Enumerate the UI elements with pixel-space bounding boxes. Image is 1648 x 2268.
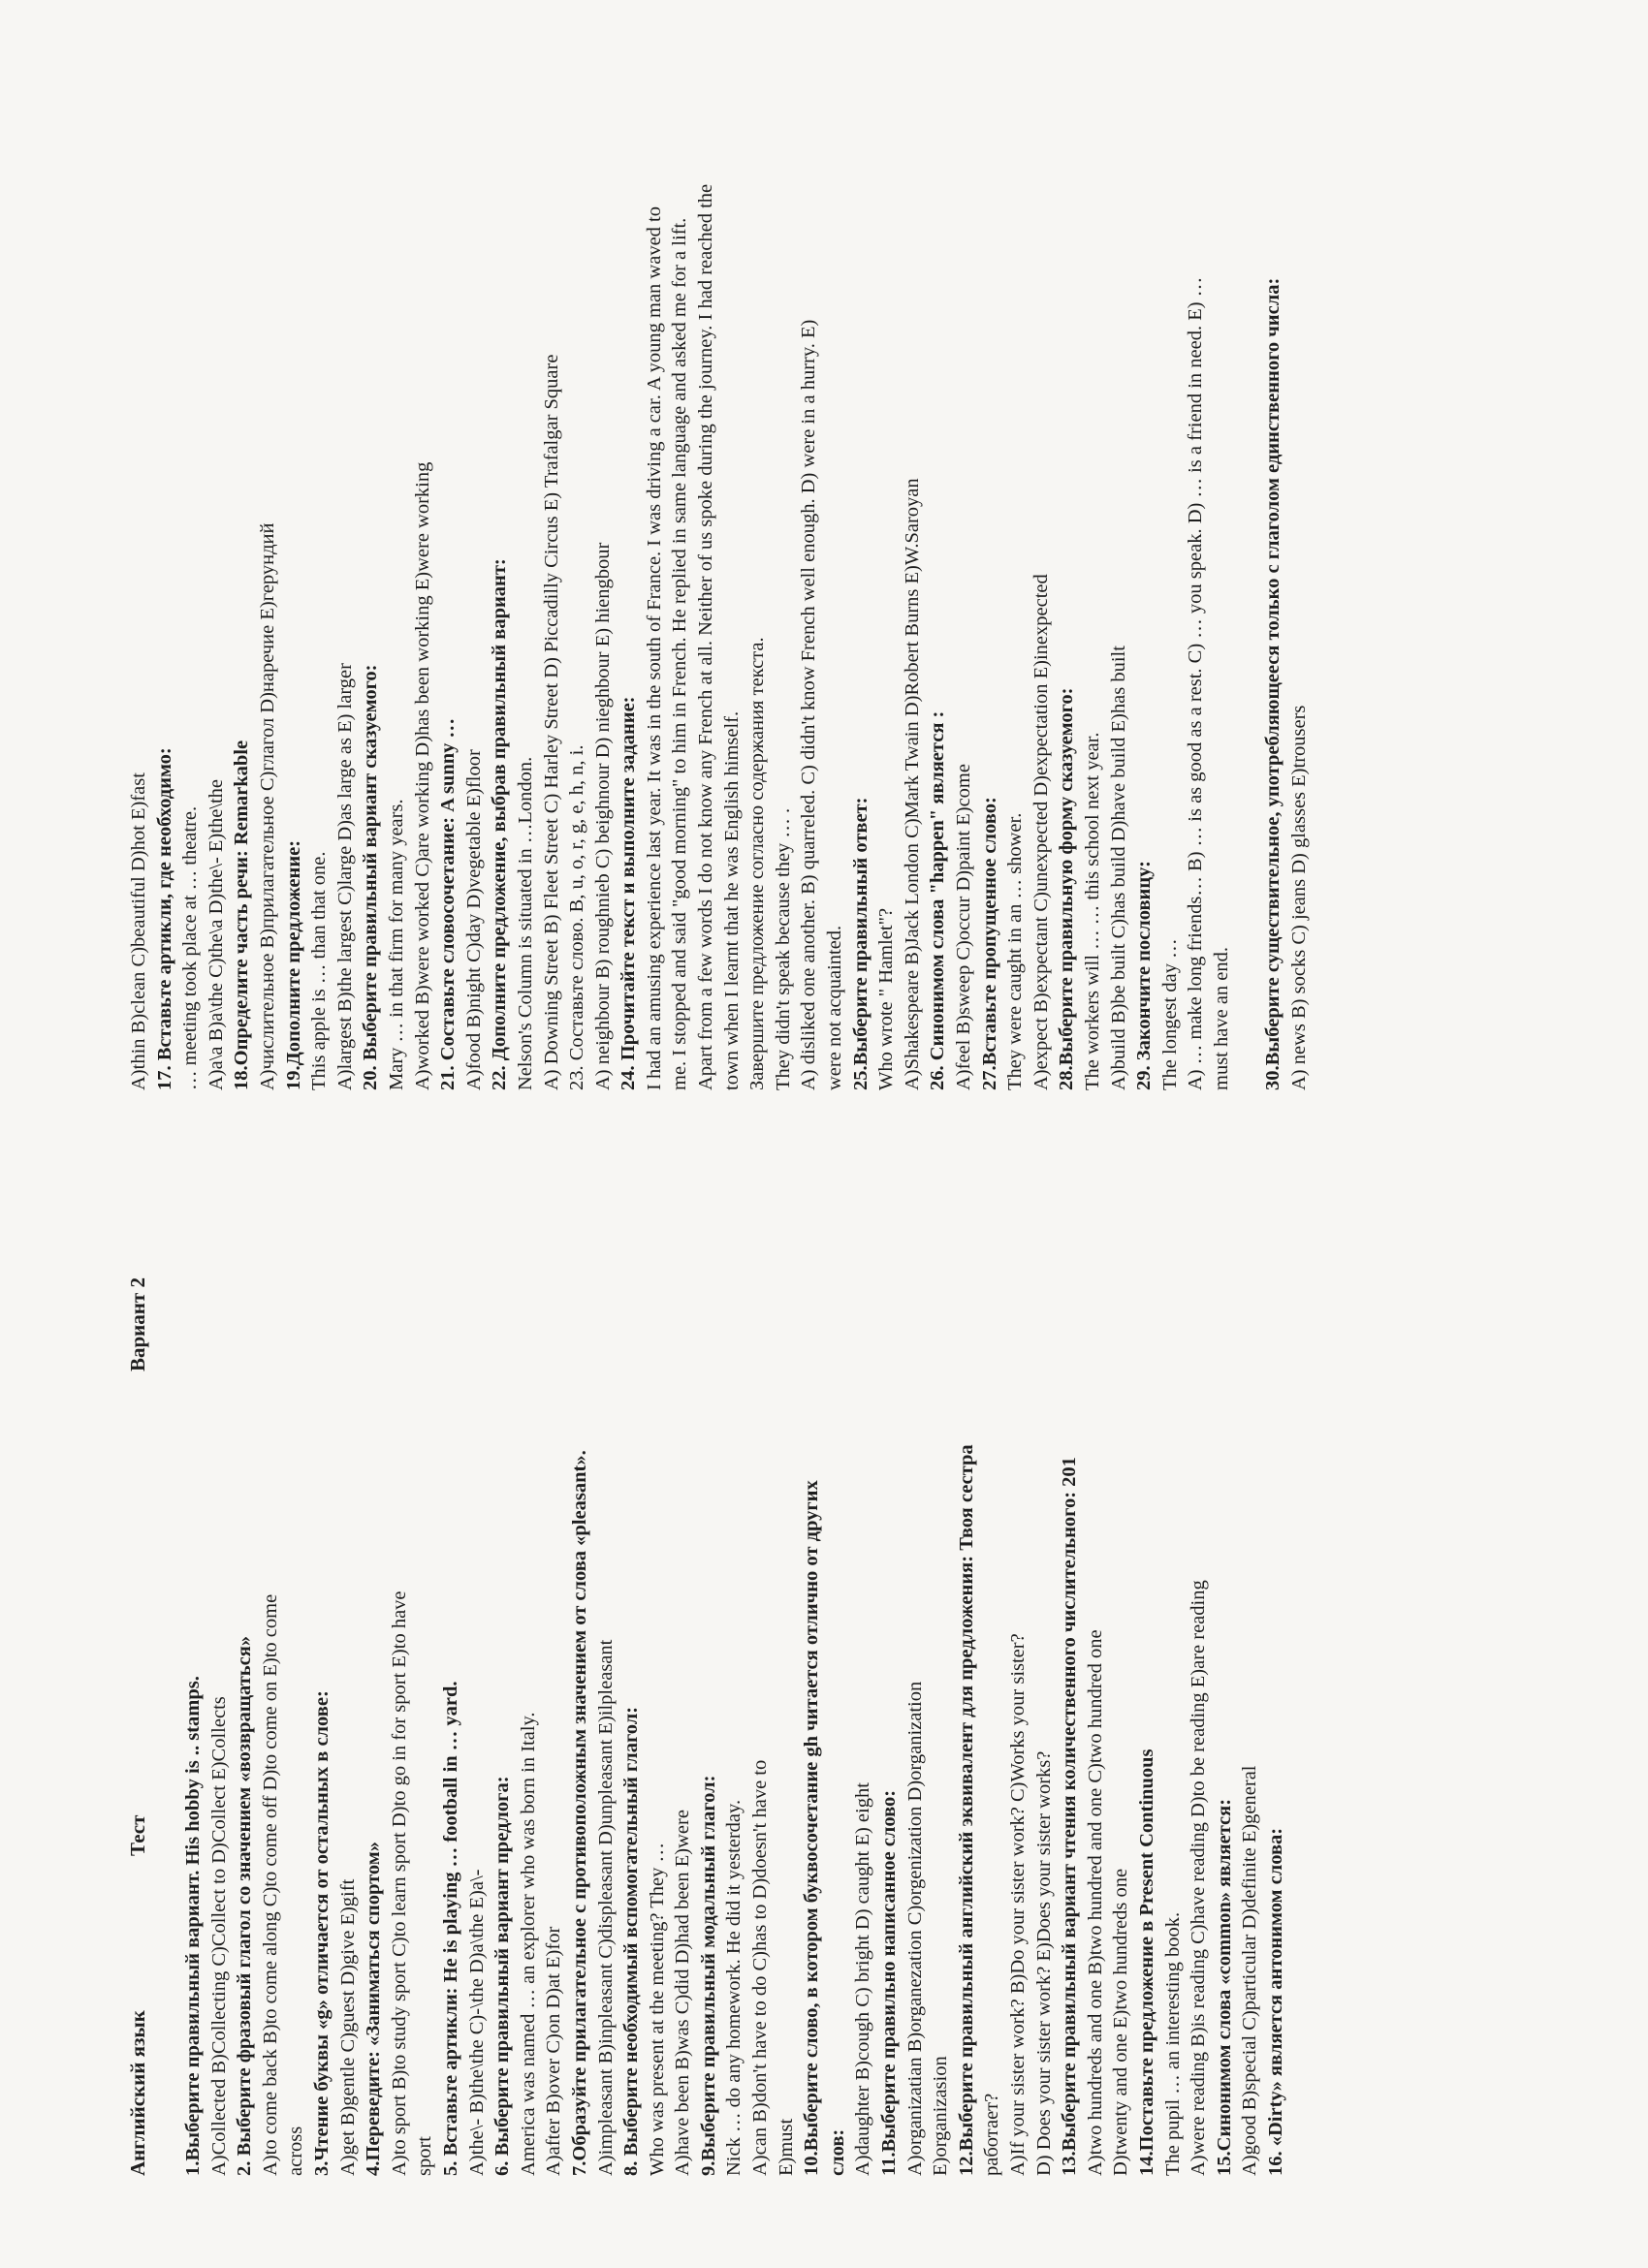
text-line: A)good B)special C)particular D)definite E)general bbox=[1239, 1765, 1261, 2176]
text-line: E)must bbox=[775, 2118, 797, 2176]
test-title: Тест bbox=[126, 1814, 149, 1856]
question-heading: 20. Выберите правильный вариант сказуемого: bbox=[360, 664, 382, 1090]
text-line: The pupil … an interesting book. bbox=[1161, 1911, 1184, 2176]
text-line: A)two hundreds and one B)two hundred and one C)two hundred one bbox=[1084, 1629, 1106, 2176]
left-column bbox=[0, 1110, 1648, 2176]
text-line: A) Downing Street B) Fleet Street C) Harley Street D) Piccadilly Circus E) Trafalgar Square bbox=[540, 354, 562, 1090]
text-line: A)organizatian B)organezation C)orgenization D)organization bbox=[903, 1681, 926, 2176]
question-heading: 9.Выберите правильный модальный глагол: bbox=[697, 1775, 719, 2176]
text-line: A)impleasant B)inpleasant C)displeasant D)unpleasant E)ilpleasant bbox=[594, 1639, 617, 2176]
text-line: D) Does your sister work? E)Does your sister works? bbox=[1032, 1750, 1055, 2176]
text-line: A) news B) socks C) jeans D) glasses E)trousers bbox=[1287, 705, 1310, 1090]
text-line: A)expect B)expectant C)unexpected D)expectation E)inexpected bbox=[1030, 574, 1052, 1090]
text-line: A)to sport B)to study sport C)to learn sport D)to go in for sport E)to have bbox=[388, 1591, 410, 2176]
text-line: … meeting took place at … theatre. bbox=[179, 805, 202, 1090]
text-line: me. I stopped and said "good morning" to him in French. He replied in same language and asked me for a lift. bbox=[669, 217, 691, 1090]
left-question-list bbox=[180, 1110, 1289, 2176]
text-line: A)largest B)the largest C)large D)as large as E) larger bbox=[333, 663, 356, 1090]
right-column bbox=[0, 34, 1648, 1090]
text-line: The longest day … bbox=[1158, 938, 1181, 1090]
text-line: Nelson's Column is situated in …London. bbox=[514, 756, 536, 1090]
text-line: A) … make long friends… B) … is as good as a rest. C) … you speak. D) … is a friend in need. E) … bbox=[1185, 276, 1207, 1090]
text-line: работает? bbox=[981, 2093, 1003, 2176]
question-heading: 2. Выберите фразовый глагол со значением «возвращаться» bbox=[234, 1635, 256, 2176]
question-heading: 26. Синонимом слова "happen" является : bbox=[927, 710, 949, 1090]
text-line: across bbox=[285, 2126, 307, 2176]
text-line: E)organizasion bbox=[930, 2056, 952, 2176]
text-line: Nick … do any homework. He did it yesterday. bbox=[723, 1799, 745, 2176]
text-line: 23. Составьте слово. B, u, o, r, g, e, h, n, i. bbox=[566, 744, 588, 1090]
text-line: must have an end. bbox=[1210, 946, 1232, 1090]
text-line: sport bbox=[414, 2136, 436, 2176]
text-line: A)worked B)were worked C)are working D)has been working E)were working bbox=[411, 461, 433, 1090]
question-heading: 17. Вставьте артикли, где необходимо: bbox=[153, 747, 175, 1090]
question-heading: 30.Выберите существительное, употребляющееся только с глаголом единственного числа: bbox=[1262, 277, 1284, 1090]
question-heading: слов: bbox=[826, 2128, 848, 2176]
text-line: I had an amusing experience last year. It was in the south of France. I was driving a car. A young man waved to bbox=[643, 206, 665, 1090]
text-line: town when I learnt that he was English himself. bbox=[720, 710, 743, 1090]
text-line: A)a\a B)a\the C)the\a D)the\- E)the\the bbox=[205, 778, 227, 1090]
question-heading: 15.Синонимом слова «common» является: bbox=[1213, 1798, 1235, 2176]
text-line: A)build B)be built C)has build D)have build E)has built bbox=[1107, 646, 1129, 1090]
text-line: A)If your sister work? B)Do your sister work? C)Works your sister? bbox=[1007, 1633, 1029, 2176]
text-line: A)can B)don't have to do C)has to D)doesn't have to bbox=[749, 1759, 772, 2176]
question-heading: 19.Дополните предложение: bbox=[282, 839, 304, 1090]
question-heading: 5. Вставьте артикли: He is playing … football in … yard. bbox=[439, 1681, 461, 2176]
question-heading: 8. Выберите необходимый вспомогательный глагол: bbox=[620, 1706, 643, 2176]
question-heading: 22. Дополните предложение, выбрав правильный вариант: bbox=[489, 558, 511, 1090]
question-heading: 14.Поставьте предложение в Present Continuous bbox=[1135, 1748, 1157, 2176]
text-line: A)have been B)was C)did D)had been E)were bbox=[672, 1810, 694, 2176]
question-heading: 16. «Dirty» является антонимом слова: bbox=[1264, 1827, 1286, 2176]
question-heading: 13.Выберите правильный вариант чтения количественного числительного: 201 bbox=[1059, 1457, 1081, 2176]
question-heading: 6. Выберите правильный вариант предлога: bbox=[491, 1776, 514, 2176]
question-heading: 25.Выберите правильный ответ: bbox=[849, 797, 872, 1090]
question-heading: 4.Переведите: «Заниматься спортом» bbox=[363, 1842, 385, 2176]
text-line: The workers will … … this school next year. bbox=[1081, 732, 1103, 1090]
question-heading: 18.Определите часть речи: Remarkable bbox=[231, 740, 253, 1090]
question-heading: 24. Прочитайте текст и выполните задание: bbox=[618, 696, 640, 1090]
text-line: A)Shakespeare B)Jack London C)Mark Twain D)Robert Burns E)W.Saroyan bbox=[901, 478, 923, 1090]
text-line: A) neighbour B) roughnieb C) beighnour D) nieghbour E) hiengbour bbox=[591, 542, 614, 1090]
text-line: A)were reading B)is reading C)have reading D)to be reading E)are reading bbox=[1188, 1580, 1210, 2176]
text-line: Apart from a few words I do not know any French at all. Neither of us spoke during the journey. I had reached the bbox=[695, 183, 717, 1090]
text-line: A)food B)night C)day D)vegetable E)floor bbox=[462, 749, 485, 1090]
page-header bbox=[126, 1110, 165, 2176]
text-line: They didn't speak because they … . bbox=[772, 807, 794, 1090]
text-line: This apple is … than that one. bbox=[308, 851, 331, 1090]
question-heading: 11.Выберите правильно написанное слово: bbox=[878, 1789, 901, 2176]
text-line: A) disliked one another. B) quarreled. C) didn't know French well enough. D) were in a hurry. E) bbox=[798, 319, 820, 1090]
question-heading: 1.Выберите правильный вариант. His hobby is .. stamps. bbox=[182, 1676, 204, 2176]
text-line: A)feel B)sweep C)occur D)paint E)come bbox=[953, 764, 974, 1090]
text-line: Mary … in that firm for many years. bbox=[385, 799, 407, 1090]
text-line: Who was present at the meeting? They … bbox=[646, 1842, 668, 2176]
question-heading: 12.Выберите правильный английский эквивалент для предложения: Твоя сестра bbox=[955, 1444, 977, 2176]
text-line: Who wrote " Hamlet"? bbox=[875, 907, 898, 1090]
text-line: A)daughter B)cough C) bright D) caught E) eight bbox=[852, 1782, 874, 2176]
question-heading: 10.Выберите слово, в котором буквосочетание gh читается отлично от других bbox=[801, 1480, 823, 2176]
question-heading: 29. Закончите пословицу: bbox=[1133, 861, 1156, 1090]
question-heading: 3.Чтение буквы «g» отличается от остальных в слове: bbox=[310, 1690, 333, 2176]
right-question-list bbox=[126, 34, 1312, 1090]
text-line: were not acquainted. bbox=[824, 925, 846, 1090]
question-heading: 7.Образуйте прилагательное с противоположным значением от слова «pleasant». bbox=[568, 1450, 590, 2176]
text-line: America was named … an explorer who was born in Italy. bbox=[517, 1712, 539, 2176]
text-line: A)Collected B)Collecting C)Collect to D)Collect E)Collects bbox=[207, 1696, 230, 2176]
question-heading: 28.Выберите правильную форму сказуемого: bbox=[1056, 687, 1078, 1090]
subject-title: Английский язык bbox=[126, 2010, 149, 2176]
text-line: A)after B)over C)on D)at E)for bbox=[543, 1926, 565, 2176]
text-line bbox=[1235, 34, 1261, 1090]
text-line: They were caught in an … shower. bbox=[1004, 812, 1027, 1090]
text-line: A)the\- B)the\the C)-\the D)a\the E)a\- bbox=[465, 1869, 488, 2176]
text-line: Завершите предложение согласно содержания текста. bbox=[746, 637, 769, 1090]
text-line: A)thin B)clean C)beautiful D)hot E)fast bbox=[128, 772, 149, 1090]
variant-title: Вариант 2 bbox=[126, 1277, 149, 1371]
text-line: A)to come back B)to come along C)to come off D)to come on E)to come bbox=[259, 1593, 281, 2176]
text-line: A)get B)gentle C)guest D)give E)gift bbox=[336, 1878, 359, 2176]
question-heading: 21. Составьте словосочетание: A sunny … bbox=[437, 718, 460, 1090]
text-line: D)twenty and one E)two hundreds one bbox=[1110, 1868, 1132, 2176]
question-heading: 27.Вставьте пропущенное слово: bbox=[978, 797, 1000, 1090]
text-line: A)числительное B)прилагательное C)глагол D)наречие E)герундий bbox=[256, 522, 278, 1090]
